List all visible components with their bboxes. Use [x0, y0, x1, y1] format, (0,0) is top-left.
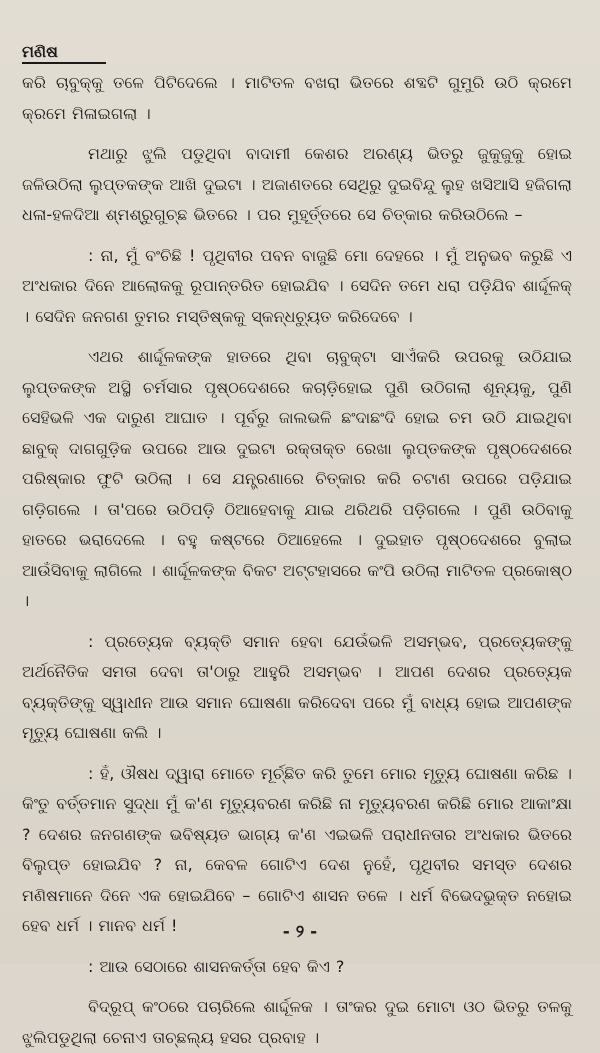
- paragraph-7: : ଆଉ ସେଠାରେ ଶାସନକର୍ତ୍ତା ହେବ କିଏ ?: [88, 956, 345, 976]
- book-title: ମଣିଷ: [22, 42, 106, 64]
- paragraph-2: ମଥାରୁ ଝୁଲି ପଡୁଥିବା ବାଦାମୀ କେଶର ଅରଣ୍ୟ ଭିତରୁ ଜୁକୁଜୁକୁ ହୋଇ ଜଳିଉଠିଲା ଲୁପ୍ତକଙ୍କ ଆଖି ଦୁଇଟା । ଅଜାଣତରେ ସେଥିରୁ ଦୁଇବିନ୍ଦୁ ଲୁହ ଖସିଆସି ହଜିଗଲା ଧଳା-ହଳଦିଆ ଶ୍ମଶ୍ରୁଗୁଚ୍ଛ ଭିତରେ । ପର ମୁହୂର୍ତ୍ତରେ ସେ ଚିତ୍କାର କରିଉଠିଲେ –: [22, 144, 572, 224]
- paragraph-6: : ହଁ, ଔଷଧ ଦ୍ୱାରା ମୋତେ ମୂର୍ଚ୍ଛିତ କରି ତୁମେ ମୋର ମୃତ୍ୟୁ ଘୋଷଣା କରିଛ । କିଂତୁ ବର୍ତ୍ତମାନ ସୁଦ୍ଧା ମୁଁ କ'ଣ ମୃତ୍ୟୁବରଣ କରିଛି ନା ମୃତ୍ୟୁବରଣ କରିଛି ମୋର ଆକାଂକ୍ଷା ? ଦେଶର ଜନଗଣଙ୍କ ଭବିଷ୍ୟତ ଭାଗ୍ୟ କ'ଣ ଏଇଭଳି ପରାଧୀନତାର ଅଂଧକାର ଭିତରେ ବିଲୁପ୍ତ ହୋଇଯିବ ? ନା, କେବଳ ଗୋଟିଏ ଦେଶ ନୁହେଁ, ପୃଥିବୀର ସମସ୍ତ ଦେଶର ମଣିଷମାନେ ଦିନେ ଏକ ହୋଇଯିବେ – ଗୋଟିଏ ଶାସନ ତଳେ । ଧର୍ମ ବିଭେଦଭୁକ୍ତ ନହୋଇ ହେବ ଧର୍ମ । ମାନବ ଧର୍ମ !: [22, 763, 572, 935]
- running-header: [22, 40, 572, 64]
- paragraph-3: : ନା, ମୁଁ ବଂଚିଛି ! ପୃଥିବୀର ପବନ ବାଜୁଛି ମୋ ଦେହରେ । ମୁଁ ଅନୁଭବ କରୁଛି ଏ ଅଂଧକାର ଦିନେ ଆଲୋକକୁ ରୂପାନ୍ତରିତ ହୋଇଯିବ । ସେଦିନ ତମେ ଧରା ପଡ଼ିଯିବ ଶାର୍ଦ୍ଦୂଳକ୍ । ସେଦିନ ଜନଗଣ ତୁମର ମସ୍ତିଷ୍କକୁ ସ୍କନ୍ଧଚ୍ୟୁତ କରିଦେବେ ।: [22, 245, 572, 326]
- paragraph-4: ଏଥର ଶାର୍ଦ୍ଦୂଳକଙ୍କ ହାତରେ ଥିବା ଚାବୁକ୍‌ଟା ସାଏଁକରି ଉପରକୁ ଉଠିଯାଇ ଲୁପ୍ତକଙ୍କ ଅସ୍ଥି ଚର୍ମସାର ପୃଷ୍ଠଦେଶରେ କଚାଡ଼ିହୋଇ ପୁଣି ଉଠିଗଲା ଶୂନ୍ୟକୁ, ପୁଣି ସେହିଭଳି ଏକ ଦାରୁଣ ଆଘାତ । ପୂର୍ବରୁ ଜାଲଭଳି ଛଂଦାଛଂଦି ହୋଇ ଚମ ଉଠି ଯାଇଥିବା ଛାବୁକ୍ ଦାଗଗୁଡ଼ିକ ଉପରେ ଆଉ ଦୁଇଟା ରକ୍ତାକ୍ତ ରେଖା ଲୁପ୍ତକଙ୍କ ପୃଷ୍ଠଦେଶରେ ପରିଷ୍କାର ଫୁଟି ଉଠିଲା । ସେ ଯନ୍ତ୍ରଣାରେ ଚିତ୍କାର କରି ଚଟାଣ ଉପରେ ପଡ଼ିଯାଇ ଗଡ଼ିଗଲେ । ତା'ପରେ ଉଠିପଡ଼ି ଠିଆହେବାକୁ ଯାଇ ଥରିଥରି ପଡ଼ିଗଲେ । ପୁଣି ଉଠିବାକୁ ହାତରେ ଭରାଦେଲେ । ବହୁ କଷ୍ଟରେ ଠିଆହେଲେ । ଦୁଇହାତ ପୃଷ୍ଠଦେଶରେ ବୁଲାଇ ଆଉଁସିବାକୁ ଲାଗିଲେ । ଶାର୍ଦ୍ଦୂଳକଙ୍କ ବିକଟ ଅଟ୍ଟହାସରେ କଂପି ଉଠିଲା ମାଟିତଳ ପ୍ରକୋଷ୍ଠ ।: [22, 347, 572, 610]
- paragraph-1: କରି ଚାବୁକ୍‌କୁ ତଳେ ପିଟିଦେଲେ । ମାଟିତଳ ବଖରା ଭିତରେ ଶବ୍ଦଟି ଗୁମୁରି ଉଠି କ୍ରମେ କ୍ରମେ ମିଳାଇଗଲା ।: [22, 73, 572, 123]
- page-number: - ୨ -: [282, 922, 318, 942]
- page-body: [22, 68, 572, 1053]
- paragraph-8: ବିଦ୍ରୂପ୍ କଂଠରେ ପଚାରିଲେ ଶାର୍ଦ୍ଦୂଳକ । ତାଂକର ଦୁଇ ମୋଟା ଓଠ ଭିତରୁ ତଳକୁ ଝୁଲିପଡୁଥିଲା ଚେନାଏ ତାଚ୍ଛଲ୍ୟ ହସର ପ୍ରବାହ ।: [22, 997, 572, 1047]
- paragraph-5: : ପ୍ରତ୍ୟେକ ବ୍ୟକ୍ତି ସମାନ ହେବା ଯେଉଁଭଳି ଅସମ୍ଭବ, ପ୍ରତ୍ୟେକଙ୍କୁ ଅର୍ଥନୈତିକ ସମତା ଦେବା ତା'ଠାରୁ ଆହୁରି ଅସମ୍ଭବ । ଆପଣ ଦେଶର ପ୍ରତ୍ୟେକ ବ୍ୟକ୍ତିଙ୍କୁ ସ୍ୱାଧୀନ ଆଉ ସମାନ ଘୋଷଣା କରିଦେବା ପରେ ମୁଁ ବାଧ୍ୟ ହୋଇ ଆପଣଙ୍କ ମୃତ୍ୟୁ ଘୋଷଣା କଲି ।: [22, 631, 572, 742]
